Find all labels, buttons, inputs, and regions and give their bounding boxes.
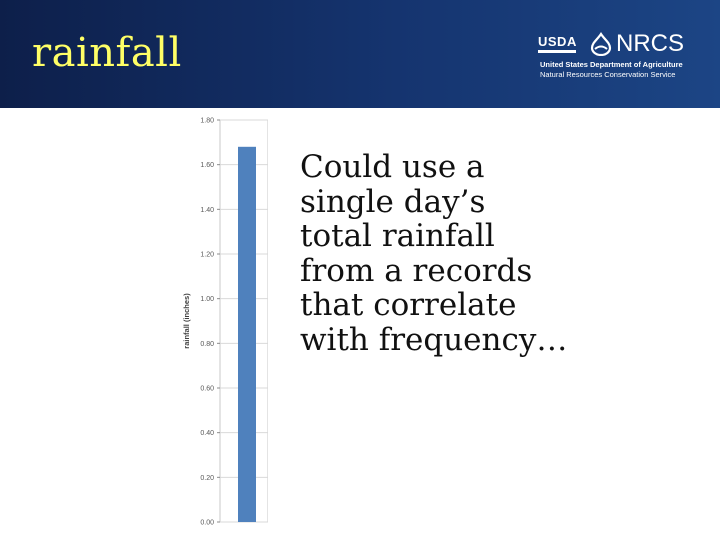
rainfall-bar-chart bbox=[176, 112, 268, 532]
body-text-line: that correlate bbox=[300, 287, 517, 323]
y-tick-label: 0.20 bbox=[200, 474, 214, 482]
y-tick-label: 1.20 bbox=[200, 251, 214, 259]
y-tick-label: 1.40 bbox=[200, 206, 214, 214]
y-tick-label: 1.60 bbox=[200, 162, 214, 170]
usda-logo-text: USDA bbox=[538, 34, 577, 49]
usda-logo-bar bbox=[538, 50, 576, 53]
y-tick-label: 0.60 bbox=[200, 385, 214, 393]
nrcs-logo-text: NRCS bbox=[616, 30, 685, 57]
slide-title: rainfall bbox=[32, 30, 182, 76]
y-tick-label: 0.40 bbox=[200, 430, 214, 438]
y-tick-label: 0.00 bbox=[200, 519, 214, 527]
logo-department-text: United States Department of Agriculture bbox=[540, 60, 683, 69]
y-tick-label: 0.80 bbox=[200, 340, 214, 348]
slide-header bbox=[0, 0, 720, 108]
nrcs-drop-icon bbox=[588, 32, 614, 56]
logo-service-text: Natural Resources Conservation Service bbox=[540, 70, 676, 79]
body-text-line: with frequency… bbox=[300, 321, 568, 358]
usda-nrcs-logo bbox=[538, 32, 708, 82]
slide-body-text bbox=[300, 150, 700, 357]
body-text-line: from a records bbox=[300, 252, 533, 289]
y-axis-label: rainfall (inches) bbox=[182, 293, 191, 349]
y-tick-label: 1.80 bbox=[200, 117, 214, 125]
body-text-line: Could use a bbox=[300, 149, 485, 185]
body-text-line: total rainfall bbox=[300, 218, 495, 254]
chart-bar bbox=[238, 147, 256, 522]
y-tick-label: 1.00 bbox=[200, 296, 214, 304]
body-text-line: single day’s bbox=[300, 183, 486, 220]
